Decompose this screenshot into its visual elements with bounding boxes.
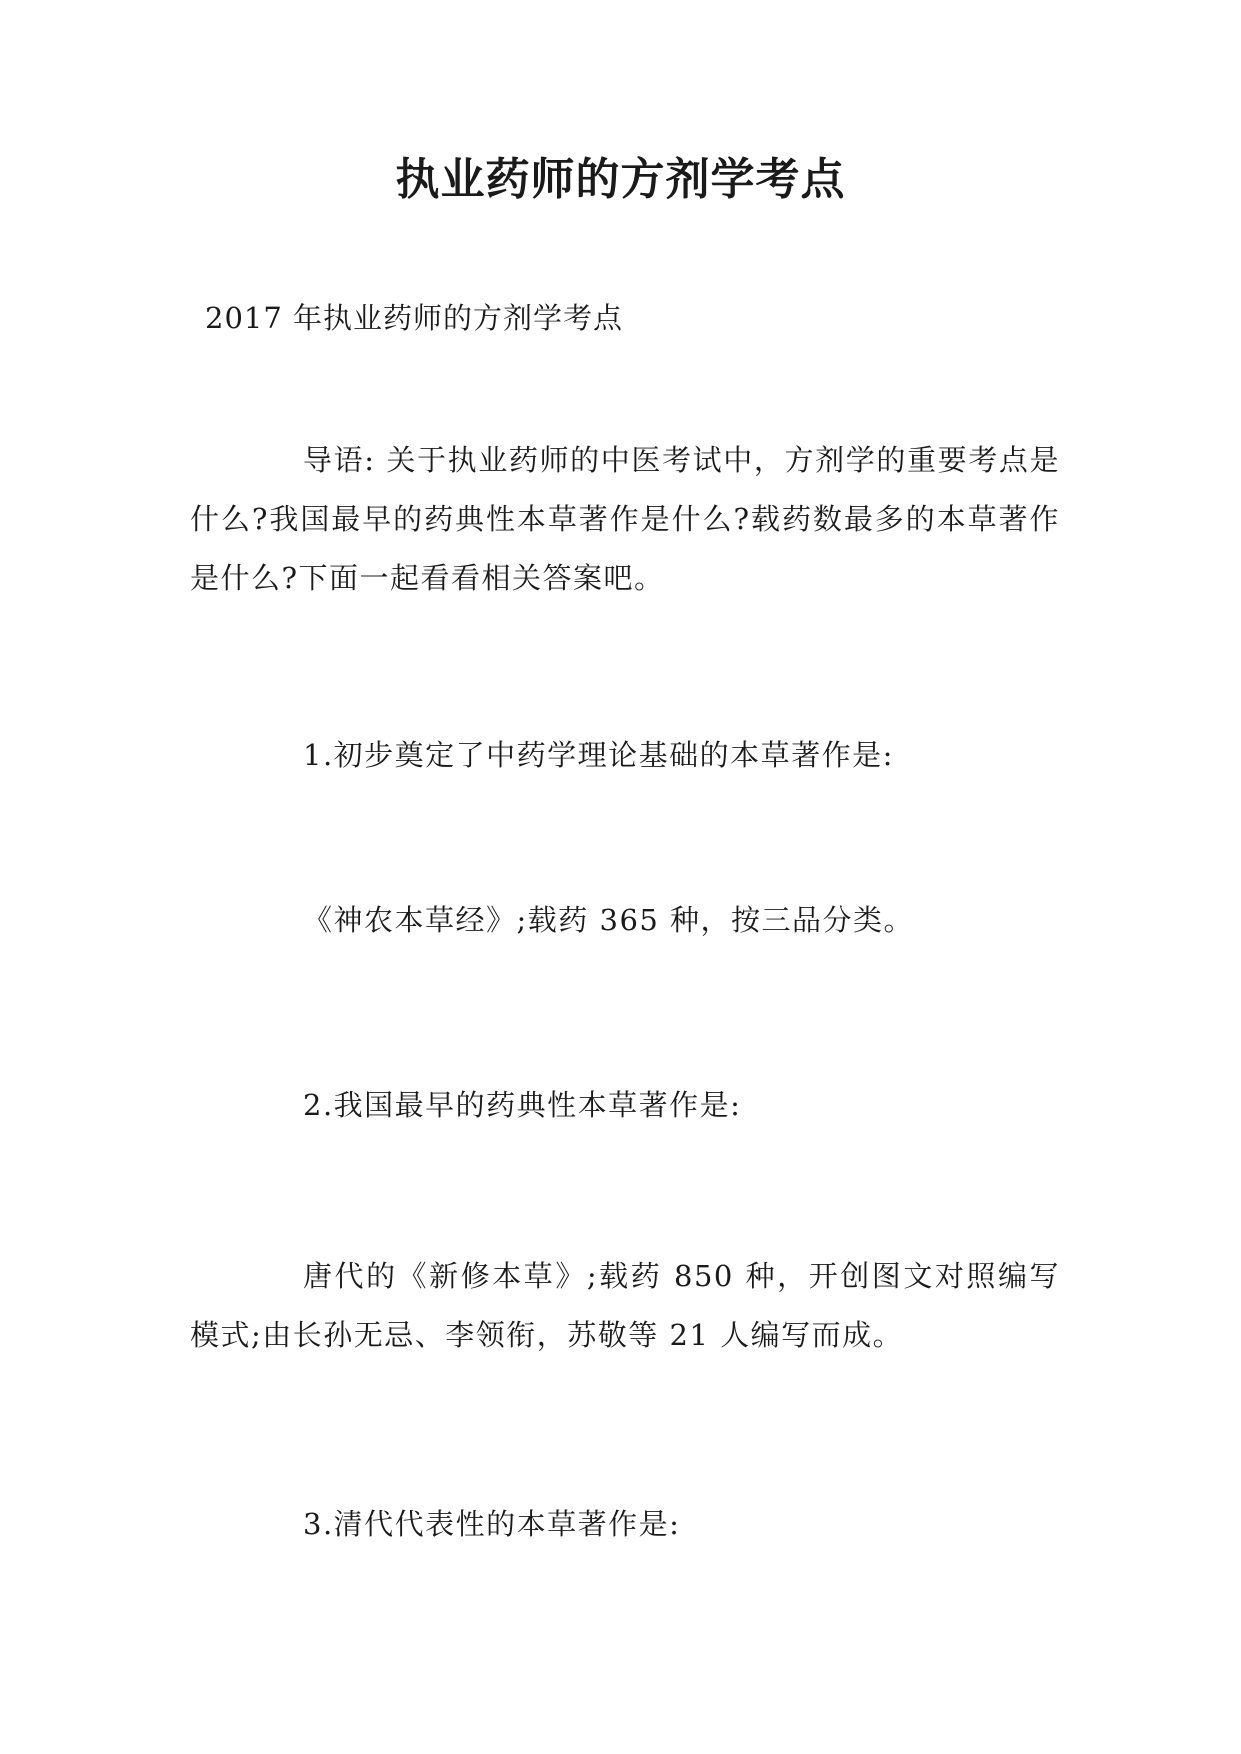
question-3-paragraph: 3.清代代表性的本草著作是: [303,1507,681,1541]
document-title: 执业药师的方剂学考点 [395,154,846,205]
question-1-paragraph: 1.初步奠定了中药学理论基础的本草著作是: [303,738,894,772]
answer-2-paragraph: 唐代的《新修本草》;载药 850 种，开创图文对照编写模式;由长孙无忌、李领衔，苏敬等 21 人编写而成。 [190,1259,1060,1352]
intro-paragraph: 导语: 关于执业药师的中医考试中，方剂学的重要考点是什么?我国最早的药典性本草著作是什么?载药数最多的本草著作是什么?下面一起看看相关答案吧。 [190,443,1060,595]
question-2-paragraph: 2.我国最早的药典性本草著作是: [303,1088,742,1122]
document-subtitle: 2017 年执业药师的方剂学考点 [205,301,624,335]
answer-1-paragraph: 《神农本草经》;载药 365 种，按三品分类。 [303,903,915,937]
